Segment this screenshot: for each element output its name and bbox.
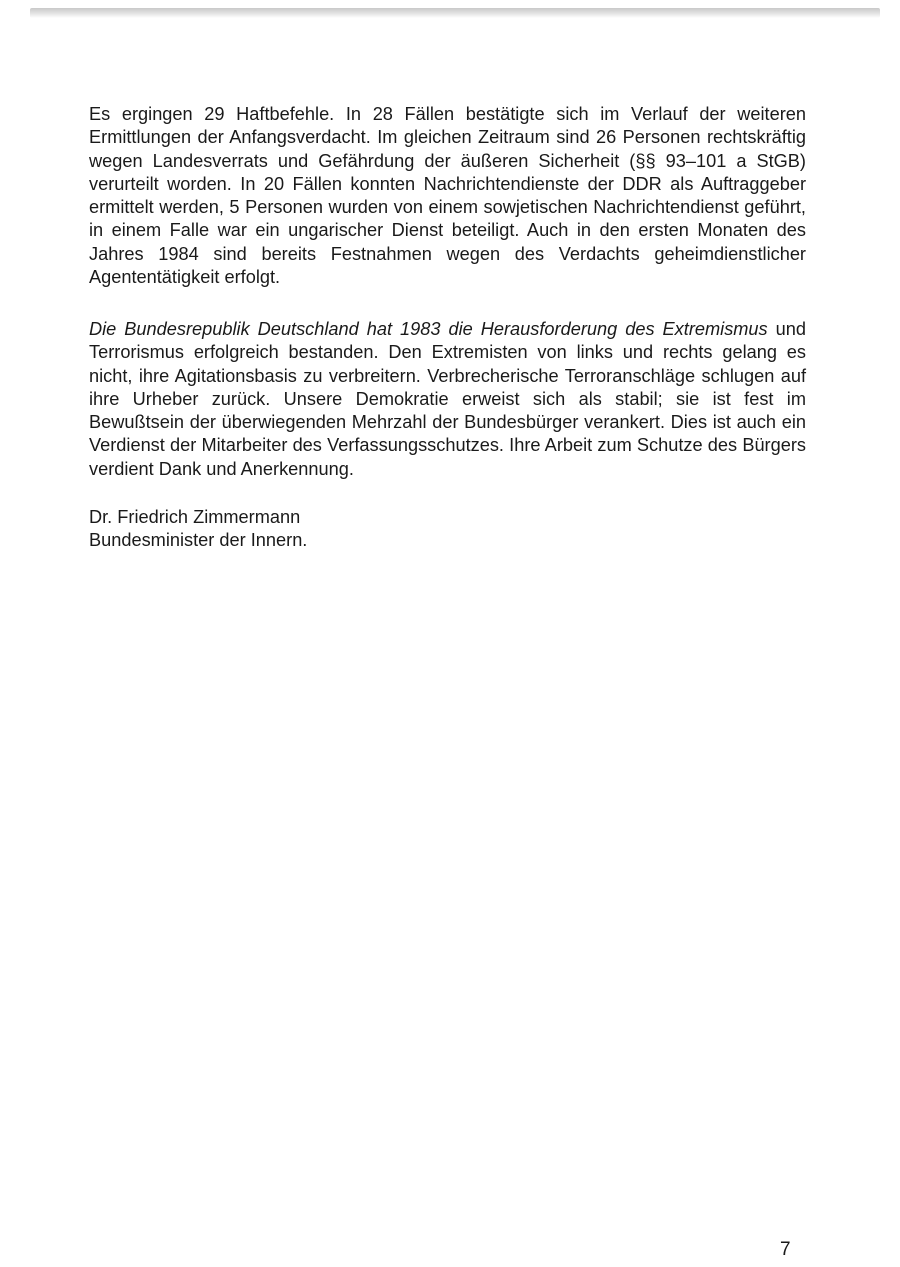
signature-block bbox=[89, 506, 307, 553]
page-number: 7 bbox=[780, 1239, 791, 1260]
page-top-edge bbox=[30, 8, 880, 18]
paragraph-2-italic-lead: Die Bundesrepublik Deutschland hat 1983 die Herausforderung des Extremismus bbox=[89, 319, 768, 339]
body-paragraph-1: Es ergingen 29 Haftbefehle. In 28 Fällen bestätigte sich im Verlauf der weiteren Ermittlungen der Anfangsverdacht. Im gleichen Zeitraum sind 26 Personen rechtskräftig wegen Landesverrats und Gefährdung der äußeren Sicherheit (§§ 93–101 a StGB) verurteilt worden. In 20 Fällen konnten Nachrichtendienste der DDR als Auftraggeber ermittelt werden, 5 Personen wurden von einem sowjetischen Nachrichtendienst geführt, in einem Falle war ein ungarischer Dienst beteiligt. Auch in den ersten Monaten des Jahres 1984 sind bereits Festnahmen wegen des Verdachts geheimdienstlicher Agententätigkeit erfolgt. bbox=[89, 104, 806, 288]
signature-title: Bundesminister der Innern. bbox=[89, 530, 308, 551]
signature-name: Dr. Friedrich Zimmermann bbox=[89, 507, 301, 527]
paragraph-2-text: und Terrorismus erfolgreich bestanden. Den Extremisten von links und rechts gelang es nicht, ihre Agitationsbasis zu verbreitern. Verbrecherische Terroranschläge schlugen auf ihre Urheber zurück. Unsere Demokratie erweist sich als stabil; sie ist fest im Bewußtsein der überwiegenden Mehrzahl der Bundesbürger verankert. Dies ist auch ein Verdienst der Mitarbeiter des Verfassungsschutzes. Ihre Arbeit zum Schutze des Bürgers verdient Dank und Anerkennung. bbox=[89, 319, 806, 479]
body-paragraph-2 bbox=[89, 318, 806, 481]
